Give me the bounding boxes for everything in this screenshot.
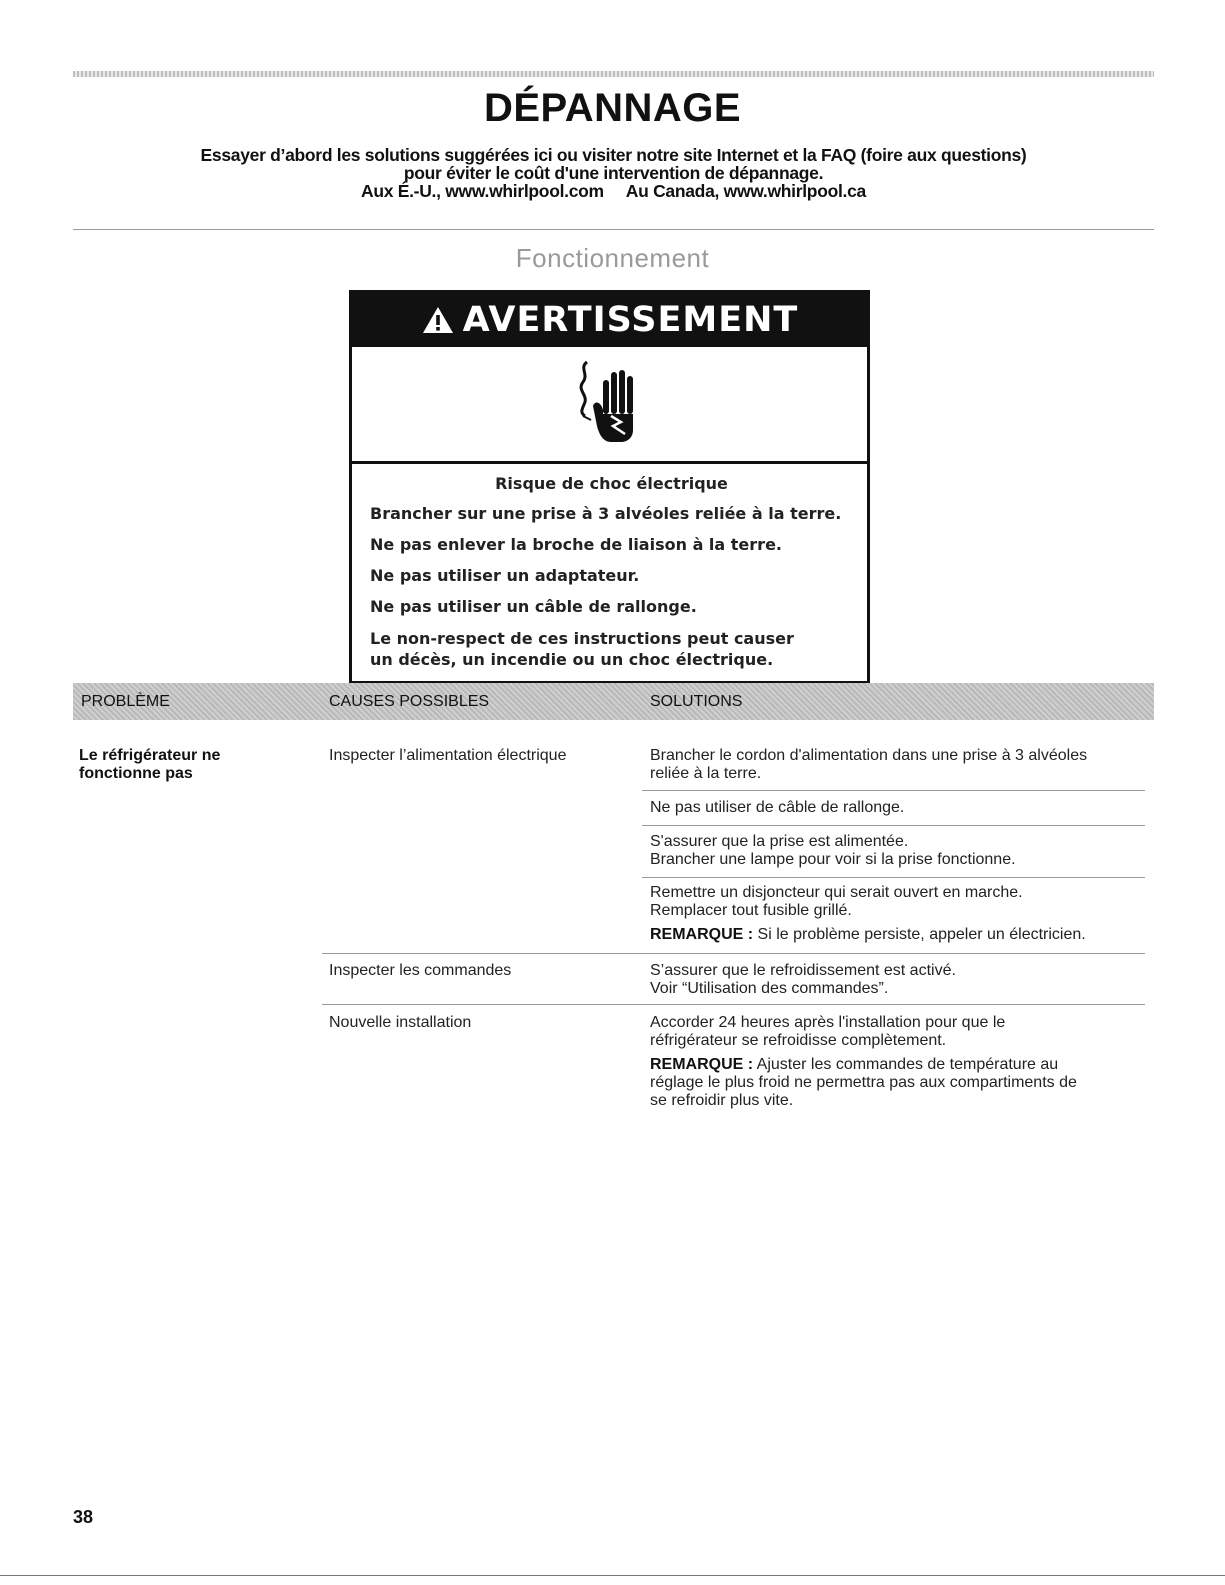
solution-line: Remettre un disjoncteur qui serait ouvert en marche.: [650, 884, 1023, 901]
warning-line: Ne pas utiliser un câble de rallonge.: [370, 597, 697, 616]
note-label: REMARQUE :: [650, 1056, 754, 1073]
note-label: REMARQUE :: [650, 926, 754, 943]
warning-box: [349, 290, 870, 684]
row-divider: [642, 877, 1145, 878]
section-divider: [73, 229, 1154, 230]
cause-cell: Inspecter les commandes: [329, 962, 512, 979]
solution-cell: [650, 833, 1016, 869]
row-divider: [322, 953, 1145, 954]
us-website: Aux É.-U., www.whirlpool.com: [361, 181, 604, 201]
warning-consequence-1: Le non-respect de ces instructions peut causer: [370, 629, 794, 648]
warning-risk: Risque de choc électrique: [495, 474, 728, 493]
solution-line: reliée à la terre.: [650, 765, 762, 782]
header-probleme: PROBLÈME: [81, 693, 170, 710]
row-divider: [642, 825, 1145, 826]
warning-text: [352, 464, 867, 670]
table-header: [73, 683, 1154, 720]
solution-line: S’assurer que le refroidissement est activé.: [650, 962, 956, 979]
warning-header: [352, 293, 867, 347]
solution-note: [650, 1056, 1077, 1074]
cause-cell: Nouvelle installation: [329, 1014, 472, 1031]
canada-website: Au Canada, www.whirlpool.ca: [625, 181, 866, 201]
solution-line: S'assurer que la prise est alimentée.: [650, 833, 909, 850]
note-text: Si le problème persiste, appeler un électricien.: [753, 926, 1086, 943]
page-title: DÉPANNAGE: [483, 86, 742, 130]
problem-line-2: fonctionne pas: [79, 765, 193, 782]
solution-line: réglage le plus froid ne permettra pas aux compartiments de: [650, 1074, 1077, 1091]
note-text: Ajuster les commandes de température au: [753, 1056, 1059, 1073]
solution-line: Brancher le cordon d'alimentation dans une prise à 3 alvéoles: [650, 747, 1088, 764]
problem-line-1: Le réfrigérateur ne: [79, 747, 221, 764]
solution-cell: [650, 747, 1087, 783]
solution-line: Remplacer tout fusible grillé.: [650, 902, 852, 919]
cause-cell: Inspecter l’alimentation électrique: [329, 747, 567, 764]
intro-line-3: [73, 182, 1154, 200]
solution-cell: [650, 1014, 1077, 1110]
solution-line: se refroidir plus vite.: [650, 1092, 794, 1109]
solution-cell: [650, 799, 904, 817]
warning-triangle-icon: [421, 305, 455, 335]
section-title: Fonctionnement: [515, 243, 710, 273]
header-causes: CAUSES POSSIBLES: [329, 693, 490, 710]
problem-cell: [79, 747, 220, 783]
solution-note: [650, 926, 1086, 944]
solution-line: Brancher une lampe pour voir si la prise fonctionne.: [650, 851, 1016, 868]
warning-icon-area: [352, 347, 867, 464]
warning-line: Brancher sur une prise à 3 alvéoles reliée à la terre.: [370, 504, 842, 523]
header-solutions: SOLUTIONS: [650, 693, 743, 710]
solution-line: réfrigérateur se refroidisse complètement.: [650, 1032, 947, 1049]
top-rule: [73, 71, 1154, 77]
warning-heading: AVERTISSEMENT: [462, 300, 799, 340]
row-divider: [642, 790, 1145, 791]
bottom-rule: [0, 1575, 1225, 1576]
intro-line-1: Essayer d’abord les solutions suggérées ici ou visiter notre site Internet et la FAQ (foire aux questions): [200, 145, 1027, 165]
electric-shock-hand-icon: [565, 354, 655, 454]
solution-cell: [650, 962, 956, 998]
solution-line: Voir “Utilisation des commandes”.: [650, 980, 889, 997]
warning-consequence-2: un décès, un incendie ou un choc électrique.: [370, 650, 774, 669]
solution-cell: [650, 884, 1086, 944]
intro-text: [73, 146, 1154, 200]
row-divider: [322, 1004, 1145, 1005]
solution-line: Accorder 24 heures après l'installation pour que le: [650, 1014, 1006, 1031]
solution-line: Ne pas utiliser de câble de rallonge.: [650, 799, 905, 816]
page-number: 38: [73, 1507, 94, 1527]
warning-line: Ne pas enlever la broche de liaison à la terre.: [370, 535, 782, 554]
intro-line-2: pour éviter le coût d'une intervention de dépannage.: [403, 163, 824, 183]
warning-line: Ne pas utiliser un adaptateur.: [370, 566, 640, 585]
